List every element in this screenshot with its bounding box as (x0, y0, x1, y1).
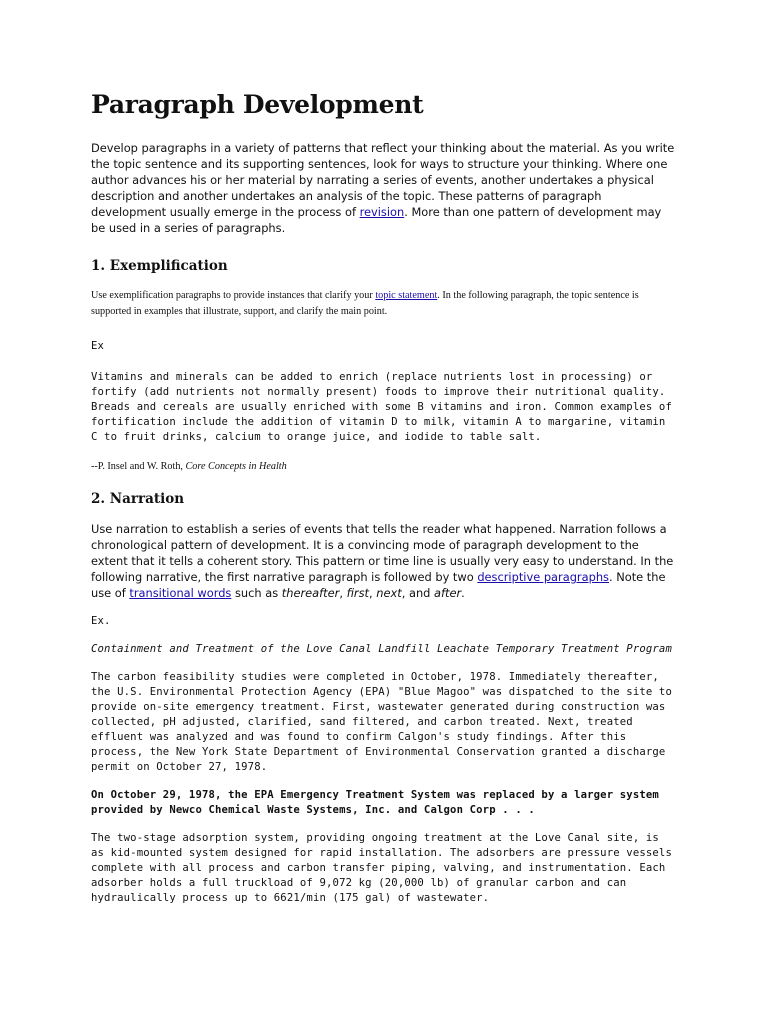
exemplification-paragraph (91, 288, 677, 320)
text-and: , and (401, 586, 435, 600)
descriptive-paragraphs-link[interactable]: descriptive paragraphs (477, 570, 609, 584)
word-thereafter: thereafter (281, 586, 340, 600)
citation-title: Core Concepts in Health (185, 461, 287, 472)
narration-example-title: Containment and Treatment of the Love Canal Landfill Leachate Temporary Treatment Program (91, 643, 672, 655)
transitional-words-link[interactable]: transitional words (129, 586, 232, 600)
word-first: first (346, 586, 370, 600)
citation-author: --P. Insel and W. Roth, (91, 461, 186, 472)
intro-paragraph (91, 140, 677, 236)
narration-example-paragraph-2: The two-stage adsorption system, providing ongoing treatment at the Love Canal site, is as kid-mounted system designed for rapid installation. The adsorbers are pressure vessels complete with all process and carbon transfer piping, valving, and instrumentation. Each adsorber holds a full truckload of 9,072 kg (20,000 lb) of granular carbon and can hydraulically process up to 6621/min (175 gal) of wastewater. (91, 832, 672, 904)
citation (91, 459, 677, 475)
intro-text-before-link: Develop paragraphs in a variety of patterns that reflect your thinking about the material. As you write the topic sentence and its supporting sentences, look for ways to structure your thinking. Where one author advances his or her material by narrating a series of events, another undertakes a physical description and another undertakes an analysis of the topic. These patterns of paragraph development usually emerge in the process of (91, 141, 675, 219)
period: . (461, 586, 465, 600)
comma-2: , (369, 586, 377, 600)
narration-example-bold-paragraph: On October 29, 1978, the EPA Emergency Treatment System was replaced by a larger system provided by Newco Chemical Waste Systems, Inc. and Calgon Corp . . . (91, 789, 659, 816)
section-heading-narration: 2. Narration (91, 491, 185, 507)
page-title: Paragraph Development (91, 90, 424, 119)
exemplification-text-after-link: . In the following paragraph, the topic sentence is supported in examples that illustrate, support, and clarify the main point. (91, 290, 639, 317)
narration-ex-label: Ex. (91, 615, 111, 627)
exemplification-example: Vitamins and minerals can be added to enrich (replace nutrients lost in processing) or fortify (add nutrients not normally present) foods to improve their nutritional quality. Breads and cereals are usually enriched with some B vitamins and iron. Common examples of fortification include the addition of vitamin D to milk, vitamin A to margarine, vitamin C to fruit drinks, calcium to orange juice, and iodide to table salt. (91, 371, 672, 443)
section-heading-exemplification: 1. Exemplification (91, 258, 228, 274)
ex-label: Ex (91, 340, 105, 352)
comma-1: , (339, 586, 347, 600)
narration-text-part2: . Note the use of (91, 570, 666, 600)
narration-paragraph (91, 521, 677, 601)
word-after: after (434, 586, 462, 600)
revision-link[interactable]: revision (359, 205, 405, 219)
narration-example-paragraph-1: The carbon feasibility studies were completed in October, 1978. Immediately thereafter, the U.S. Environmental Protection Agency (EPA) "Blue Magoo" was dispatched to the site to provide on-site emergency treatment. First, wastewater generated during construction was collected, pH adjusted, clarified, sand filtered, and carbon treated. Next, treated effluent was analyzed and was found to confirm Calgon's study findings. After this process, the New York State Department of Environmental Conservation granted a discharge permit on October 27, 1978. (91, 671, 672, 773)
narration-text-part3: such as (231, 586, 282, 600)
exemplification-text-before-link: Use exemplification paragraphs to provide instances that clarify your (91, 290, 376, 301)
narration-text-part1: Use narration to establish a series of events that tells the reader what happened. Narration follows a chronological pattern of development. It is a convincing mode of paragraph development to the extent that it tells a coherent story. This pattern or time line is usually very easy to understand. In the following narrative, the first narrative paragraph is followed by two (91, 522, 674, 584)
document-page (91, 90, 677, 906)
word-next: next (376, 586, 402, 600)
intro-text-after-link: . More than one pattern of development may be used in a series of paragraphs. (91, 205, 662, 235)
topic-statement-link[interactable]: topic statement (375, 290, 438, 301)
